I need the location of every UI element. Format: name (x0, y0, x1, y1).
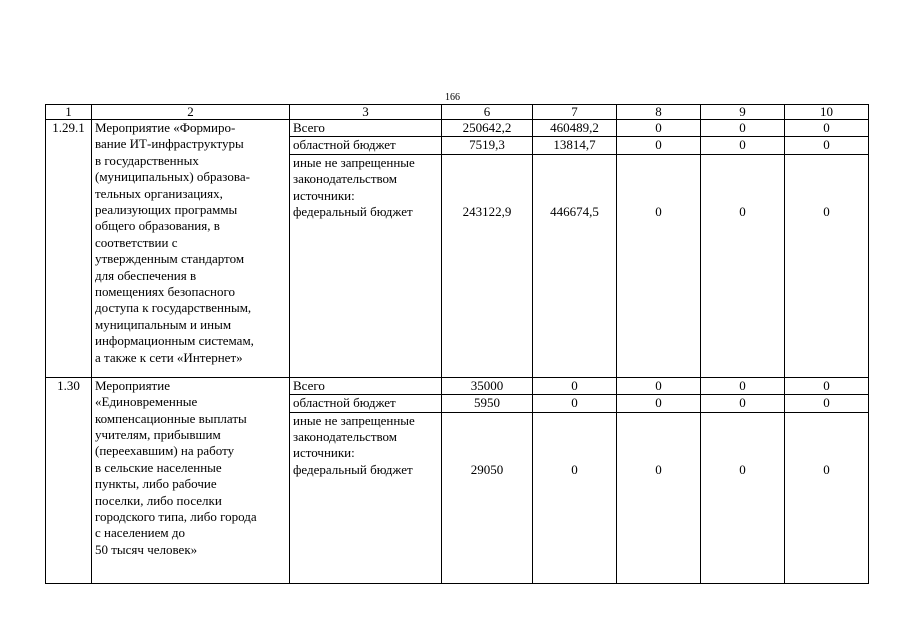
source-label: Всего (290, 120, 442, 137)
source-label-line: иные не запрещенные (293, 154, 415, 170)
event-name-line: пункты, либо рабочие (95, 476, 217, 492)
page-number: 166 (445, 92, 460, 103)
table-row (46, 120, 869, 137)
event-name-line: а также к сети «Интернет» (95, 349, 243, 365)
event-name (92, 120, 290, 378)
value-cell: 0 (533, 395, 617, 412)
source-label-line: иные не запрещенные (293, 412, 415, 428)
row-id: 1.29.1 (46, 120, 92, 378)
event-name-line: в государственных (95, 152, 199, 168)
event-name-line: в сельские населенные (95, 459, 222, 475)
source-label: областной бюджет (290, 137, 442, 154)
event-name (92, 377, 290, 583)
header-cell: 8 (617, 105, 701, 120)
value-cell: 0 (533, 377, 617, 394)
event-name-line: городского типа, либо города (95, 509, 257, 525)
event-name-line: доступа к государственным, (95, 300, 252, 316)
budget-table (45, 104, 869, 584)
value-cell: 460489,2 (533, 120, 617, 137)
value-cell: 243122,9 (442, 154, 533, 377)
value-cell: 0 (617, 154, 701, 377)
event-name-line: «Единовременные (95, 394, 198, 410)
value-cell: 0 (785, 377, 869, 394)
event-name-line: реализующих программы (95, 202, 238, 218)
value-cell: 0 (785, 137, 869, 154)
header-cell: 7 (533, 105, 617, 120)
event-name-line: Мероприятие «Формиро- (95, 120, 236, 135)
event-name-line: учителям, прибывшим (95, 427, 221, 443)
event-name-line: компенсационные выплаты (95, 410, 247, 426)
header-cell: 6 (442, 105, 533, 120)
event-name-line: муниципальным и иным (95, 316, 232, 332)
value-cell: 0 (617, 395, 701, 412)
source-label-line: федеральный бюджет (293, 204, 413, 220)
value-cell: 0 (617, 412, 701, 583)
event-name-line: вание ИТ-инфраструктуры (95, 136, 244, 152)
source-label-line: источники: (293, 445, 355, 461)
value-cell: 29050 (442, 412, 533, 583)
event-name-line: 50 тысяч человек» (95, 541, 198, 557)
source-label-line: законодательством (293, 171, 398, 187)
value-cell: 0 (785, 120, 869, 137)
event-name-line: с населением до (95, 525, 185, 541)
value-cell: 0 (785, 154, 869, 377)
value-cell: 0 (617, 377, 701, 394)
header-cell: 2 (92, 105, 290, 120)
event-name-line: Мероприятие (95, 377, 170, 393)
value-cell: 7519,3 (442, 137, 533, 154)
event-name-line: утвержденным стандартом (95, 251, 245, 267)
value-cell: 0 (785, 395, 869, 412)
value-cell: 0 (617, 120, 701, 137)
event-name-line: поселки, либо поселки (95, 492, 222, 508)
value-cell: 0 (785, 412, 869, 583)
event-name-line: помещениях безопасного (95, 284, 236, 300)
value-cell: 0 (701, 412, 785, 583)
header-cell: 9 (701, 105, 785, 120)
value-cell: 5950 (442, 395, 533, 412)
source-label-line: источники: (293, 187, 355, 203)
value-cell: 0 (701, 395, 785, 412)
header-cell: 10 (785, 105, 869, 120)
source-label: областной бюджет (290, 395, 442, 412)
event-name-line: соответствии с (95, 234, 178, 250)
header-cell: 1 (46, 105, 92, 120)
source-label (290, 412, 442, 583)
event-name-line: для обеспечения в (95, 267, 197, 283)
value-cell: 0 (533, 412, 617, 583)
value-cell: 0 (617, 137, 701, 154)
row-id: 1.30 (46, 377, 92, 583)
value-cell: 0 (701, 120, 785, 137)
source-label (290, 154, 442, 377)
event-name-line: (переехавшим) на работу (95, 443, 235, 459)
event-name-line: информационным системам, (95, 333, 254, 349)
value-cell: 35000 (442, 377, 533, 394)
source-label-line: законодательством (293, 429, 398, 445)
header-row (46, 105, 869, 120)
event-name-line: тельных организациях, (95, 185, 223, 201)
source-label: Всего (290, 377, 442, 394)
header-cell: 3 (290, 105, 442, 120)
value-cell: 0 (701, 154, 785, 377)
event-name-line: (муниципальных) образова- (95, 169, 250, 185)
value-cell: 446674,5 (533, 154, 617, 377)
source-label-line: федеральный бюджет (293, 461, 413, 477)
value-cell: 0 (701, 377, 785, 394)
table-row (46, 377, 869, 394)
event-name-line: общего образования, в (95, 218, 220, 234)
value-cell: 0 (701, 137, 785, 154)
value-cell: 250642,2 (442, 120, 533, 137)
value-cell: 13814,7 (533, 137, 617, 154)
